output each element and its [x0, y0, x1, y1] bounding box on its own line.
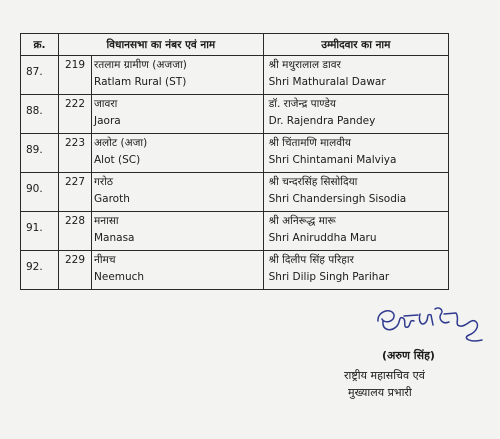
constituency-name-hindi: जावरा: [94, 98, 118, 110]
constituency-number: 222: [59, 95, 92, 134]
constituency-number: 223: [59, 134, 92, 173]
constituency-name: [92, 173, 264, 212]
candidate-name: [263, 56, 448, 95]
candidate-name-hindi: श्री चन्दरसिंह सिसोदिया: [268, 176, 358, 188]
candidate-table: [20, 33, 449, 290]
signatory-name: (अरुण सिंह): [382, 349, 435, 362]
candidate-name-english: Shri Chintamani Malviya: [268, 154, 397, 166]
candidate-name: [263, 134, 448, 173]
constituency-name: [92, 212, 264, 251]
table-row: [21, 56, 449, 95]
table-row: [21, 212, 449, 251]
header-candidate: उम्मीदवार का नाम: [263, 34, 448, 56]
handwritten-signature: [374, 305, 489, 350]
constituency-name-english: Alot (SC): [94, 154, 141, 166]
constituency-name-english: Garoth: [94, 193, 130, 205]
candidate-name-english: Dr. Rajendra Pandey: [268, 115, 376, 127]
constituency-name-hindi: मनासा: [94, 215, 119, 227]
constituency-name-english: Manasa: [94, 232, 135, 244]
designation-line-2: मुख्यालय प्रभारी: [348, 386, 412, 399]
header-serial: क्र.: [21, 34, 59, 56]
constituency-name-english: Jaora: [94, 115, 121, 127]
table-header-row: [21, 34, 449, 56]
serial-number: 92.: [21, 251, 59, 290]
constituency-name-english: Ratlam Rural (ST): [94, 76, 187, 88]
candidate-name-hindi: डॉ. राजेन्द्र पाण्डेय: [268, 98, 336, 110]
constituency-name: [92, 56, 264, 95]
table-row: [21, 173, 449, 212]
candidate-name-english: Shri Aniruddha Maru: [268, 232, 377, 244]
constituency-name-hindi: अलोट (अजा): [94, 137, 148, 149]
signatory-designation: [344, 367, 494, 401]
constituency-number: 219: [59, 56, 92, 95]
serial-number: 91.: [21, 212, 59, 251]
candidate-name: [263, 251, 448, 290]
serial-number: 88.: [21, 95, 59, 134]
designation-line-1: राष्ट्रीय महासचिव एवं: [344, 369, 425, 382]
candidate-name-hindi: श्री मथुरालाल डावर: [268, 59, 341, 71]
candidate-name: [263, 212, 448, 251]
constituency-name: [92, 251, 264, 290]
candidate-name-english: Shri Chandersingh Sisodia: [268, 193, 407, 205]
serial-number: 89.: [21, 134, 59, 173]
constituency-name: [92, 95, 264, 134]
table-row: [21, 95, 449, 134]
constituency-name-hindi: रतलाम ग्रामीण (अजजा): [94, 59, 187, 71]
candidate-name-hindi: श्री दिलीप सिंह परिहार: [268, 254, 354, 266]
constituency-number: 229: [59, 251, 92, 290]
constituency-name: [92, 134, 264, 173]
serial-number: 87.: [21, 56, 59, 95]
header-constituency: विधानसभा का नंबर एवं नाम: [59, 34, 264, 56]
constituency-name-hindi: नीमच: [94, 254, 116, 266]
candidate-name: [263, 95, 448, 134]
candidate-name-hindi: श्री चिंतामणि मालवीय: [268, 137, 351, 149]
constituency-name-english: Neemuch: [94, 271, 145, 283]
constituency-number: 227: [59, 173, 92, 212]
candidate-name-english: Shri Dilip Singh Parihar: [268, 271, 390, 283]
candidate-name: [263, 173, 448, 212]
candidate-name-english: Shri Mathuralal Dawar: [268, 76, 386, 88]
candidate-name-hindi: श्री अनिरूद्ध मारू: [268, 215, 336, 227]
table-row: [21, 251, 449, 290]
constituency-number: 228: [59, 212, 92, 251]
serial-number: 90.: [21, 173, 59, 212]
constituency-name-hindi: गरोठ: [94, 176, 114, 188]
table-row: [21, 134, 449, 173]
